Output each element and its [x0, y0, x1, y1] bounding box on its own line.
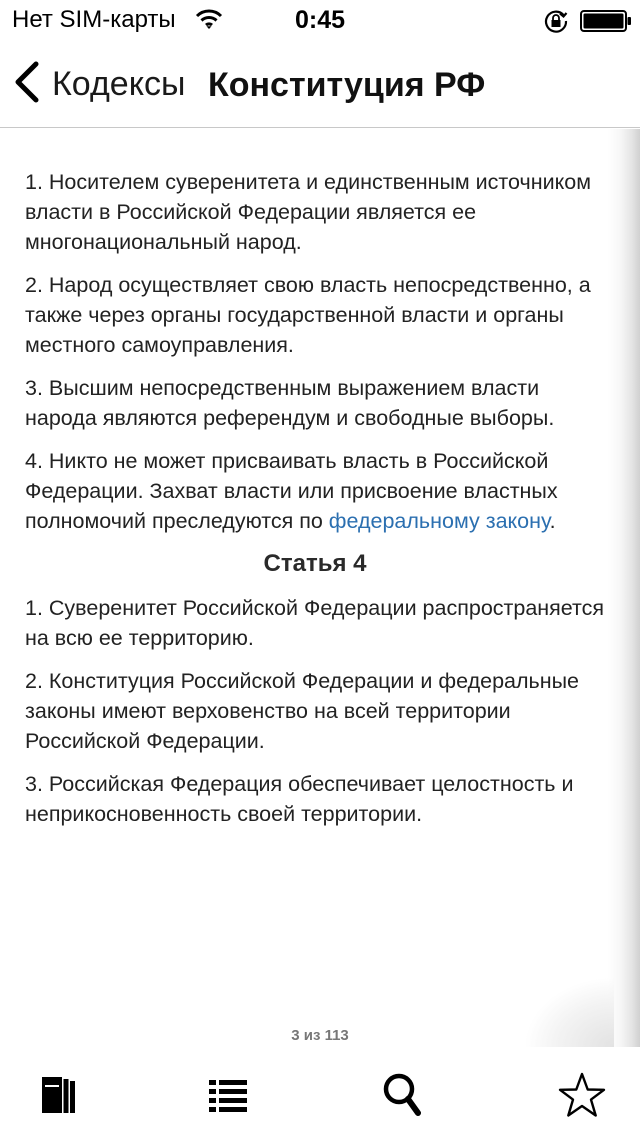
- star-icon: [557, 1071, 607, 1119]
- clock: 0:45: [294, 6, 346, 34]
- paragraph: 2. Народ осуществляет свою власть непосредственно, а также через органы государственной власти и органы местного самоуправления.: [25, 273, 591, 357]
- navigation-bar: [0, 40, 640, 128]
- battery-icon: [580, 10, 632, 32]
- status-bar: [0, 0, 640, 40]
- paragraph: 3. Высшим непосредственным выражением власти народа являются референдум и свободные выборы.: [25, 376, 555, 430]
- page-edge: [608, 129, 640, 1047]
- chevron-left-icon: [12, 60, 42, 109]
- paragraph: 1. Носителем суверенитета и единственным источником власти в Российской Федерации является ее многонациональный народ.: [25, 170, 591, 254]
- page-title: Конституция РФ: [208, 66, 486, 104]
- tab-bar: [0, 1047, 640, 1136]
- paragraph-with-link: [25, 446, 605, 536]
- page-indicator: 3 из 113: [291, 1027, 349, 1044]
- paragraph-text: 4. Никто не может присваивать власть в Российской Федерации. Захват власти или присвоение властных полномочий преследуются по: [25, 449, 558, 533]
- article-heading: Статья 4: [263, 550, 367, 577]
- rotation-lock-icon: [543, 8, 569, 34]
- list-icon: [206, 1075, 250, 1115]
- books-icon: [35, 1073, 79, 1117]
- paragraph: 1. Суверенитет Российской Федерации распространяется на всю ее территорию.: [25, 596, 605, 650]
- tab-search[interactable]: [372, 1067, 432, 1123]
- article-text: [25, 167, 605, 842]
- document-content[interactable]: [0, 129, 640, 1047]
- paragraph: 2. Конституция Российской Федерации и федеральные законы имеют верховенство на всей территории Российской Федерации.: [25, 669, 580, 753]
- paragraph-text-end: .: [549, 509, 556, 533]
- federal-law-link[interactable]: федеральному закону: [328, 509, 550, 533]
- tab-contents[interactable]: [198, 1067, 258, 1123]
- tab-favorites[interactable]: [552, 1067, 612, 1123]
- tab-books[interactable]: [27, 1067, 87, 1123]
- search-icon: [380, 1071, 424, 1119]
- back-button-label: Кодексы: [52, 64, 186, 103]
- paragraph: 3. Российская Федерация обеспечивает целостность и неприкосновенность своей территории.: [25, 772, 574, 826]
- back-button[interactable]: [12, 60, 185, 108]
- carrier-label: Нет SIM-карты: [12, 6, 176, 33]
